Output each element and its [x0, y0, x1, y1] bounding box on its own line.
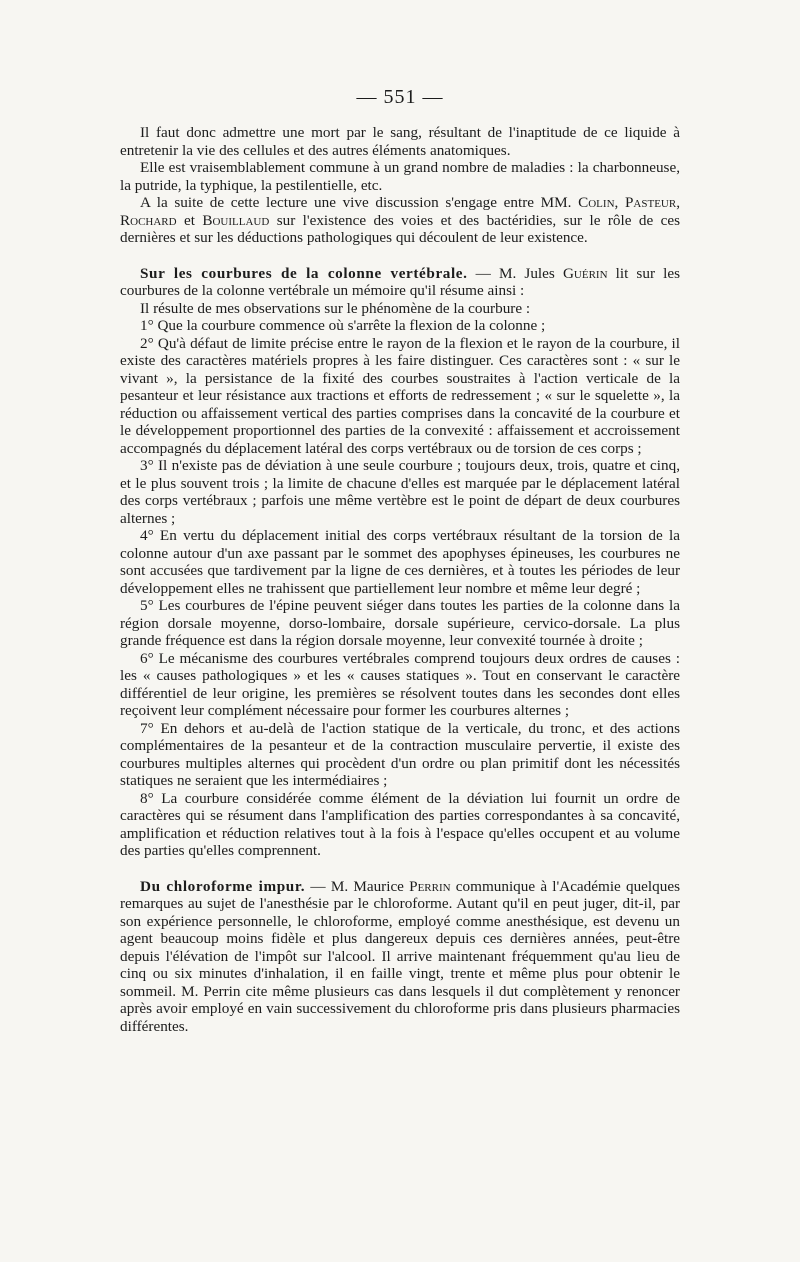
page-body	[120, 124, 680, 1035]
text-run: — M. Jules	[467, 264, 563, 282]
page-number: — 551 —	[356, 86, 444, 108]
paragraph: Il faut donc admettre une mort par le sang, résultant de l'inaptitude de ce liquide à entretenir la vie des cellules et des autres éléments anatomiques.	[120, 124, 680, 159]
list-item: 3° Il n'existe pas de déviation à une seule courbure ; toujours deux, trois, quatre et cinq, et le plus souvent trois ; la limite de chacune d'elles est marquée par le déplacement latéral des corps vertébraux ; parfois une même vertèbre est le point de départ de deux courbures alternes ;	[120, 457, 680, 527]
text-run: lit sur les courbures de la colonne vertébrale un mémoire qu'il résume ainsi :	[120, 264, 680, 299]
list-item: 4° En vertu du déplacement initial des corps vertébraux résultant de la torsion de la colonne autour d'un axe passant par le sommet des apophyses épineuses, les courbures ne sont accusées que tardivement par la ligne de ces dernières, et à toutes les périodes de leur développement elles ne trahissent que partiellement leur nombre et même leur degré ;	[120, 527, 680, 597]
section-intro	[120, 878, 680, 1036]
text-run: sur l'existence des voies et des bactéridies, sur le rôle de ces dernières et sur les déductions pathologiques qui découlent de leur existence.	[120, 211, 680, 246]
person-name: Bouillaud	[202, 211, 270, 229]
paragraph	[120, 194, 680, 247]
person-name: Perrin	[409, 877, 451, 895]
list-item: 2° Qu'à défaut de limite précise entre le rayon de la flexion et le rayon de la courbure, il existe des caractères matériels propres à les faire distinguer. Ces caractères sont : « sur le vivant », la persistance de la fixité des courbes soustraites à l'action verticale de la pesanteur et leur résistance aux tractions et efforts de redressement ; « sur le squelette », la réduction ou affaissement vertical des parties comprises dans la concavité de la courbure et le développement proportionnel des parties de la convexité : affaissement et accroissement accompagnés du déplacement latéral des corps vertébraux ou de torsion de ces corps ;	[120, 334, 680, 457]
text-run: — M. Maurice	[305, 877, 410, 895]
text-run: A la suite de cette lecture une vive discussion s'engage entre MM.	[140, 194, 579, 211]
section-heading: Du chloroforme impur.	[140, 877, 306, 895]
person-name: Colin	[578, 194, 615, 211]
person-name: Guérin	[562, 264, 608, 282]
text-run: communique à l'Académie quelques remarques au sujet de l'anesthésie par le chloroforme. Autant qu'il en peut juger, dit-il, par son expérience personnelle, le chloroforme, employé comme anesthésique, est devenu un agent beaucoup moins fidèle et plus dangereux depuis ces dernières années, peut-être depuis l'élévation de l'impôt sur l'alcool. Il arrive maintenant fréquemment qu'au lieu de cinq ou six minutes d'inhalation, il en faille vingt, trente et même plus pour obtenir le sommeil. M. Perrin cite même plusieurs cas dans lesquels il dut complètement y renoncer après avoir employé en vain successivement du chloroforme pris dans plusieurs pharmacies différentes.	[120, 877, 680, 1035]
list-item: 6° Le mécanisme des courbures vertébrales comprend toujours deux ordres de causes : les « causes pathologiques » et les « causes statiques ». Tout en conservant le caractère différentiel de leur origine, les premières se résolvent toutes dans les secondes dont elles reçoivent leur complément nécessaire pour former les courbures alternes ;	[120, 649, 680, 719]
list-item: 7° En dehors et au-delà de l'action statique de la verticale, du tronc, et des actions complémentaires de la pesanteur et de la contraction musculaire pervertie, il existe des courbures multiples alternes qui procèdent d'un ordre ou plan primitif dont les nécessités statiques ne seraient que les intermédiaires ;	[120, 719, 680, 789]
text-run: et	[176, 211, 203, 229]
person-name: Pasteur	[624, 194, 677, 211]
list-item: 1° Que la courbure commence où s'arrête la flexion de la colonne ;	[140, 317, 546, 334]
paragraph: Elle est vraisemblablement commune à un grand nombre de maladies : la charbonneuse, la putride, la typhique, la pestilentielle, etc.	[120, 159, 680, 194]
text-run: ,	[614, 194, 625, 211]
section-heading: Sur les courbures de la colonne vertébrale.	[140, 264, 468, 282]
section-intro	[120, 265, 680, 300]
paragraph: Il résulte de mes observations sur le phénomène de la courbure :	[140, 299, 531, 317]
text-run: ,	[676, 194, 680, 211]
list-item: 8° La courbure considérée comme élément de la déviation lui fournit un ordre de caractères qui se résument dans l'amplification des parties correspondantes à sa concavité, amplification et réduction relatives tout à la fois à l'espace qu'elles occupent et au volume des parties qu'elles comprennent.	[120, 789, 680, 859]
person-name: Rochard	[120, 211, 177, 229]
list-item: 5° Les courbures de l'épine peuvent siéger dans toutes les parties de la colonne dans la région dorsale moyenne, dorso-lombaire, dorsale supérieure, cervico-dorsale. La plus grande fréquence est dans la région dorsale moyenne, leur convexité tournée à droite ;	[120, 597, 680, 649]
